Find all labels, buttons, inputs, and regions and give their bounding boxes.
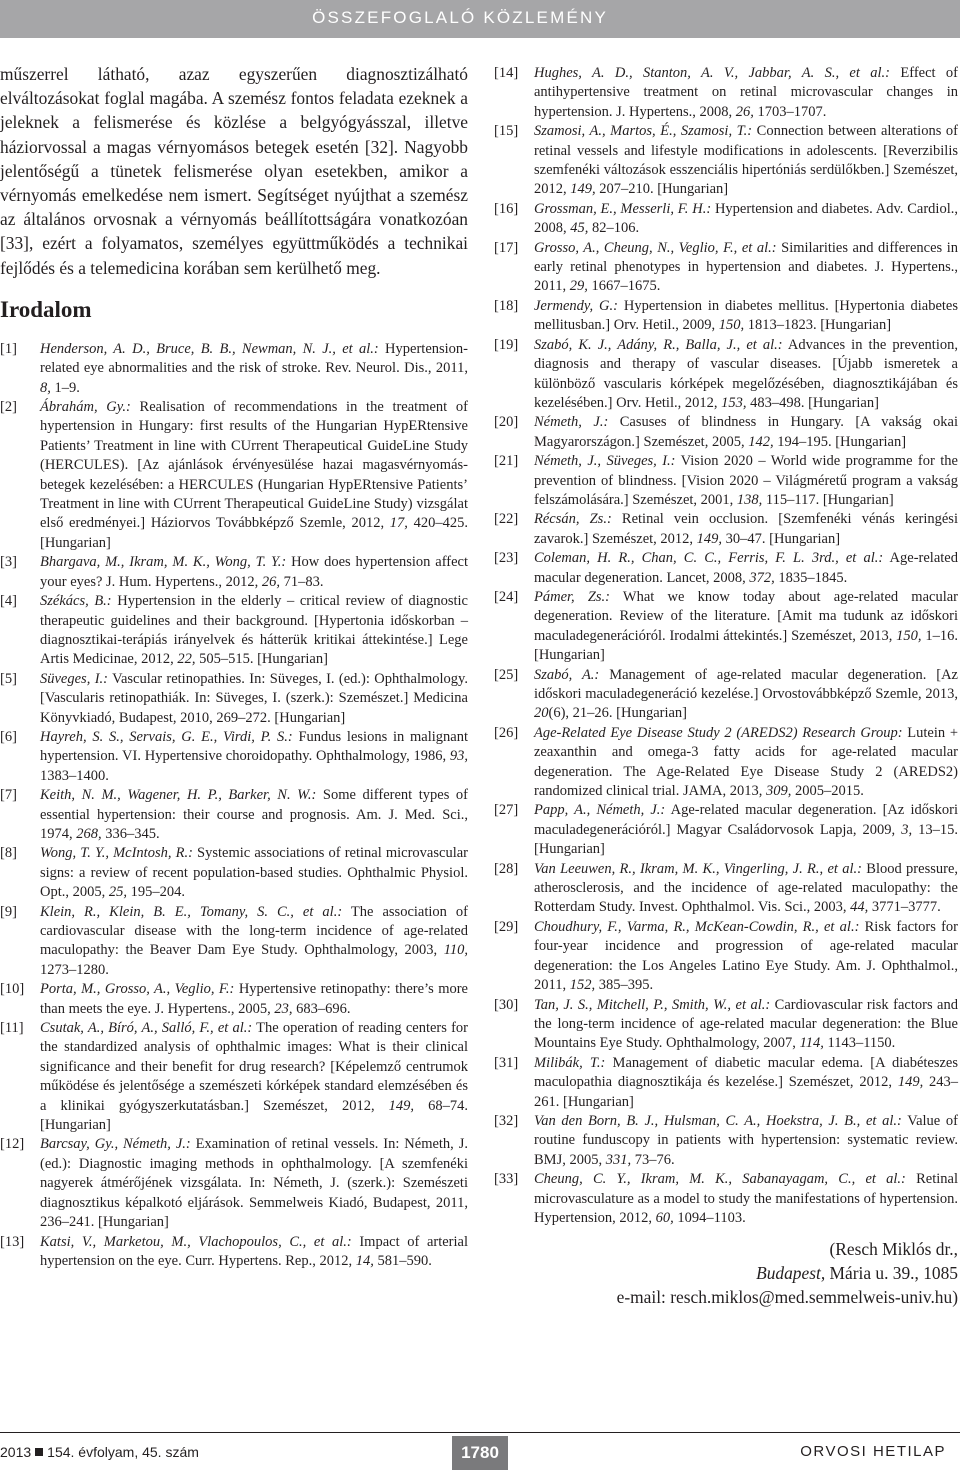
reference-text: [534, 1055, 958, 1110]
author-address: [494, 1237, 958, 1309]
reference-number: [33]: [494, 1171, 519, 1188]
reference-volume: 149,: [388, 1097, 415, 1114]
reference-body: Connection between alterations of retinal vessels and lifestyle modifications in adolescents. [Reverzibilis szemfenéki változások esszenciális hipertóniás serdülőkben.] Szemészet, 2012,: [534, 123, 959, 198]
reference-volume: 17,: [389, 515, 408, 532]
reference-text: [534, 550, 958, 585]
reference-text: [40, 399, 468, 551]
reference-body: What we know today about age-related macular degeneration. Review of the literature. [Amit ma tudunk az időskori maculadegenerációról. Irodalmi áttekintés.] Szemészet, 2013,: [534, 588, 958, 644]
reference-number: [8]: [0, 845, 17, 862]
reference-body: Hypertension-related eye abnormalities and the risk of stroke. Rev. Neurol. Dis., 2011,: [40, 340, 468, 377]
reference-authors: Keith, N. M., Wagener, H. P., Barker, N. W.:: [40, 787, 317, 804]
reference-body: Age-related macular degeneration. [Az időskori maculadegenerációról.] Magyar Családorvosok Lapja, 2009,: [534, 802, 958, 838]
reference-volume: 60,: [655, 1209, 674, 1226]
reference-body: Hypertension in diabetes mellitus. [Hypertonia diabetes mellitusban.] Orv. Hetil., 2009,: [534, 297, 958, 334]
reference-text: [40, 593, 468, 667]
reference-number: [29]: [494, 918, 519, 935]
reference-authors: Milibák, T.:: [534, 1054, 606, 1071]
reference-body: Examination of retinal vessels. In: Németh, J. (ed.): Diagnostic imaging methods in ophthalmology. [A szemfenéki nagyerek átmérőjének vizsgálata. In: Németh, J. (szerk.): Szemészeti diagnosztikus képalkotó eljárások. Semmelweis Kiadó, Budapest, 2011, 236–241. [Hungarian]: [40, 1136, 468, 1231]
reference-number: [25]: [494, 666, 519, 683]
reference-authors: Wong, T. Y., McIntosh, R.:: [40, 845, 193, 862]
reference-authors: Bhargava, M., Ikram, M. K., Wong, T. Y.:: [40, 554, 287, 571]
journal-name: ORVOSI HETILAP: [800, 1443, 946, 1460]
reference-text: [534, 1113, 958, 1168]
reference-pages: 2005–2015.: [791, 783, 864, 800]
reference-volume: 150,: [718, 317, 745, 334]
reference-item: [494, 452, 958, 510]
reference-authors: Klein, R., Klein, B. E., Tomany, S. C., et al.:: [40, 903, 343, 920]
reference-pages: 420–425. [Hungarian]: [40, 515, 468, 551]
reference-authors: Age-Related Eye Disease Study 2 (AREDS2) Research Group:: [534, 724, 903, 741]
reference-number: [32]: [494, 1112, 519, 1129]
reference-volume: 23,: [274, 1000, 293, 1017]
reference-item: [0, 398, 468, 553]
reference-authors: Székács, B.:: [40, 593, 112, 610]
reference-number: [6]: [0, 728, 17, 745]
reference-volume: 149,: [696, 530, 723, 547]
reference-pages: 1835–1845.: [774, 569, 848, 586]
reference-number: [28]: [494, 860, 519, 877]
reference-number: [22]: [494, 511, 519, 528]
reference-text: [534, 298, 958, 333]
reference-pages: 13–15. [Hungarian]: [534, 821, 959, 858]
reference-item: [0, 553, 468, 592]
reference-text: [40, 671, 468, 726]
reference-volume: 142,: [748, 433, 774, 450]
reference-body: Cardiovascular risk factors and the long-term incidence of age-related macular degeneration: the Blue Mountains Eye Study. Ophthalmology, 2007,: [534, 996, 958, 1052]
reference-authors: Németh, J., Süveges, I.:: [534, 453, 676, 470]
reference-body: Lutein + zeaxanthin and omega-3 fatty acids for age-related macular degeneration. The Age-Related Eye Disease Study 2 (AREDS2) randomized clinical trial. JAMA, 2013,: [534, 724, 959, 800]
reference-authors: Szabó, A.:: [534, 666, 600, 683]
reference-number: [2]: [0, 399, 17, 416]
reference-volume: 8,: [40, 379, 51, 396]
footer-issue: [0, 1444, 199, 1460]
reference-number: [19]: [494, 336, 519, 353]
reference-number: [4]: [0, 593, 17, 610]
reference-pages: 207–210. [Hungarian]: [595, 181, 729, 198]
reference-pages: 194–195. [Hungarian]: [773, 433, 907, 450]
reference-authors: Hayreh, S. S., Servais, G. E., Virdi, P. S.:: [40, 728, 293, 745]
header-band: [0, 0, 960, 38]
reference-number: [12]: [0, 1136, 25, 1153]
reference-body: Management of diabetic macular edema. [A diabéteszes maculopathia diagnosztikája és kezelése.] Szemészet, 2012,: [534, 1054, 958, 1091]
reference-pages: 1383–1400.: [40, 767, 109, 784]
right-column: [494, 64, 958, 1309]
reference-item: [494, 724, 958, 802]
reference-authors: Van den Born, B. J., Hulsman, C. A., Hoekstra, J. B., et al.:: [534, 1112, 902, 1129]
reference-volume: 309,: [765, 783, 792, 800]
reference-body: Hypertension and diabetes. Adv. Cardiol., 2008,: [534, 200, 958, 237]
reference-pages: 30–47. [Hungarian]: [722, 530, 841, 547]
reference-number: [18]: [494, 297, 519, 314]
reference-text: [534, 1171, 958, 1226]
reference-pages: 115–117. [Hungarian]: [762, 491, 894, 508]
body-paragraph: műszerrel látható, azaz egyszerűen diagnosztizálható elváltozásokat foglal magába. A szemész fontos feladata ezeknek a jeleknek a felismerése és közlése a belgyógyásszal, illetve háziorvossal a magas vérnyomásos betegek esetén [32]. Nagyobb jelentőségű a tünetek felismerése olyan esetekben, amikor a vérnyomás emelkedése nem ismert. Segítséget nyújthat a szemész az általános orvosnak a vérnyomás beállítottságára vonatkozóan [33], ezért a folyamatos, személyes együttműködés a technikai fejlődés és a telemedicina korában sem kerülhető meg.: [0, 64, 468, 278]
reference-body: Blood pressure, atherosclerosis, and the incidence of age-related maculopathy: the Rotterdam Study. Invest. Ophthalmol. Vis. Sci., 2003,: [534, 860, 959, 916]
reference-item: [494, 1054, 958, 1112]
reference-body: Some different types of essential hypertension: their course and prognosis. Am. J. Med. Sci., 1974,: [40, 787, 468, 842]
reference-item: [0, 903, 468, 981]
reference-text: [40, 1234, 468, 1269]
reference-item: [0, 1019, 468, 1135]
reference-body: Fundus lesions in malignant hypertension. VI. Hypertensive choroidopathy. Ophthalmology, 1986,: [40, 728, 468, 765]
reference-body: Hypertension in the elderly – critical review of diagnostic therapeutic guidelines and their background. [Hypertonia időskorban – diagnosztikai-terápiás irányelvek és hátterük kritikai áttekintése.] Lege Artis Medicinae, 2012,: [40, 593, 468, 668]
reference-number: [10]: [0, 981, 25, 998]
reference-body: Systemic associations of retinal microvascular signs: a review of recent population-based studies. Ophthalmic Physiol. Opt., 2005,: [40, 845, 468, 901]
reference-volume: 153,: [721, 394, 747, 411]
address-street: Mária u. 39., 1085: [825, 1263, 958, 1284]
reference-volume: 20: [534, 705, 549, 722]
reference-pages: 195–204.: [127, 884, 185, 901]
reference-number: [24]: [494, 588, 519, 605]
reference-number: [30]: [494, 996, 519, 1013]
reference-text: [40, 554, 468, 589]
reference-item: [494, 64, 958, 122]
reference-volume: 25,: [108, 884, 127, 901]
reference-list-right: [494, 64, 958, 1228]
reference-volume: 93,: [449, 748, 468, 765]
reference-text: [40, 1136, 468, 1230]
reference-item: [0, 1135, 468, 1232]
footer-year: 2013: [0, 1444, 32, 1460]
reference-number: [14]: [494, 65, 519, 81]
reference-body: Vision 2020 – World wide programme for the prevention of blindness. [Vision 2020 – Világméretű program a vakság felszámolására.] Szemészet, 2001,: [534, 453, 958, 508]
reference-authors: Hughes, A. D., Stanton, A. V., Jabbar, A. S., et al.:: [534, 65, 891, 81]
reference-text: [40, 845, 468, 900]
address-city: Budapest,: [756, 1263, 826, 1284]
reference-pages: 336–345.: [101, 825, 160, 842]
reference-volume: 26,: [735, 103, 754, 120]
reference-body: How does hypertension affect your eyes? J. Hum. Hypertens., 2012,: [40, 554, 468, 590]
reference-authors: Süveges, I.:: [40, 670, 108, 687]
reference-body: Realisation of recommendations in the treatment of hypertension in Hungary: first results of the Hungarian HypERtensive Patients’ Treatment in line with CUrrent Therapeutical GuideLine Study (HERCULES). [Az ajánlások érvényesülése hazai magasvérnyomás-betegek kezelésében: a HERCULES (Hungarian HypERtensive Patients’ Treatment in line with CUrrent Therapeutical GuideLine Study) vizsgálat első eredményei.] Háziorvos Továbbképző Szemle, 2012,: [40, 399, 468, 532]
reference-volume: 372,: [749, 569, 775, 586]
reference-pages: 1143–1150.: [823, 1035, 896, 1052]
reference-number: [31]: [494, 1054, 519, 1071]
reference-pages: 1667–1675.: [587, 278, 661, 295]
reference-text: [40, 341, 468, 396]
reference-body: Effect of antihypertensive treatment on retinal microvascular changes in hypertension. J. Hypertens., 2008,: [534, 65, 958, 120]
reference-text: [534, 861, 958, 916]
reference-volume: 110,: [443, 942, 468, 959]
reference-authors: Tan, J. S., Mitchell, P., Smith, W., et al.:: [534, 996, 771, 1013]
reference-number: [27]: [494, 802, 519, 819]
reference-item: [494, 122, 958, 200]
reference-volume: 331,: [605, 1151, 632, 1168]
reference-pages: 385–395.: [595, 977, 654, 994]
footer-rule: [0, 1432, 960, 1433]
reference-pages: 1273–1280.: [40, 961, 109, 978]
reference-text: [534, 725, 958, 799]
reference-authors: Szabó, K. J., Adány, R., Balla, J., et al.:: [534, 336, 783, 353]
reference-body: Age-related macular degeneration. Lancet, 2008,: [534, 550, 958, 586]
reference-text: [534, 201, 958, 236]
reference-authors: Szamosi, A., Martos, É., Szamosi, T.:: [534, 123, 753, 140]
reference-item: [494, 413, 958, 452]
reference-authors: Ábrahám, Gy.:: [40, 399, 131, 416]
reference-authors: Porta, M., Grosso, A., Veglio, F.:: [40, 981, 235, 998]
reference-number: [11]: [0, 1020, 24, 1037]
reference-number: [7]: [0, 787, 17, 804]
reference-volume: 14,: [355, 1252, 374, 1269]
reference-item: [0, 786, 468, 844]
reference-volume: 152,: [569, 977, 596, 994]
reference-body: Value of routine funduscopy in patients with hypertension: systematic review. BMJ, 2005,: [534, 1112, 958, 1168]
reference-authors: Barcsay, Gy., Németh, J.:: [40, 1136, 191, 1153]
reference-text: [534, 802, 958, 857]
left-column: [0, 62, 468, 1271]
reference-item: [0, 670, 468, 728]
reference-authors: Grosso, A., Cheung, N., Veglio, F., et al.:: [534, 239, 777, 256]
reference-body: Risk factors for four-year incidence and progression of age-related macular degeneration: the Los Angeles Latino Eye Study. Am. J. Ophthalmol., 2011,: [534, 918, 958, 994]
reference-authors: Jermendy, G.:: [534, 297, 618, 314]
reference-item: [494, 336, 958, 414]
reference-text: [40, 981, 468, 1016]
section-label: ÖSSZEFOGLALÓ KÖZLEMÉNY: [312, 8, 608, 27]
address-email[interactable]: e-mail: resch.miklos@med.semmelweis-univ.hu): [616, 1287, 958, 1308]
reference-volume: 3,: [901, 821, 913, 838]
reference-item: [0, 980, 468, 1019]
reference-body: The association of cardiovascular disease with the long-term incidence of age-related maculopathy: the Beaver Dam Eye Study. Ophthalmology, 2003,: [40, 903, 468, 959]
reference-item: [0, 844, 468, 902]
reference-body: Management of age-related macular degeneration. [Az időskori maculadegeneráció kezelése.] Orvostovábbképző Szemle, 2013,: [534, 666, 958, 702]
reference-number: [5]: [0, 670, 17, 687]
reference-body: Impact of arterial hypertension on the eye. Curr. Hypertens. Rep., 2012,: [40, 1233, 468, 1269]
reference-authors: Pámer, Zs.:: [534, 588, 611, 605]
reference-item: [0, 1233, 468, 1272]
reference-pages: 68–74. [Hungarian]: [40, 1097, 469, 1134]
reference-pages: 483–498. [Hungarian]: [746, 394, 879, 411]
reference-item: [494, 801, 958, 859]
reference-body: Advances in the prevention, diagnosis and therapy of vascular diseases. [Újabb ismeretek a különböző vascularis kórképek megelőzésében, diagnosztikájában és kezelésében.] Orv. Hetil., 2012,: [534, 336, 958, 411]
reference-text: [40, 787, 468, 842]
reference-item: [494, 1112, 958, 1170]
section-title: Irodalom: [0, 296, 92, 322]
reference-number: [1]: [0, 340, 17, 357]
reference-text: [534, 589, 958, 663]
reference-number: [20]: [494, 414, 519, 431]
reference-item: [494, 1170, 958, 1228]
reference-text: [534, 240, 958, 295]
address-name: (Resch Miklós dr.,: [829, 1239, 958, 1260]
reference-item: [0, 592, 468, 670]
reference-pages: 1813–1823. [Hungarian]: [744, 317, 892, 334]
reference-text: [534, 997, 958, 1052]
reference-text: [534, 65, 958, 120]
reference-body: The operation of reading centers for the standardized analysis of ophthalmic images: What is their clinical significance and their benefit for drug research? [Képelemző centrumok működése és jelentősége a szemészeti kórképek standard elemzésében és a klinikai gyógyszerkutatásban.] Szemészet, 2012,: [40, 1020, 468, 1114]
reference-volume: 44,: [850, 899, 869, 916]
reference-item: [494, 200, 958, 239]
reference-pages: 683–696.: [292, 1000, 351, 1017]
reference-authors: Papp, A., Németh, J.:: [534, 802, 666, 819]
reference-pages: 243–261. [Hungarian]: [534, 1074, 958, 1110]
reference-number: [21]: [494, 453, 519, 470]
reference-volume: 29,: [569, 278, 588, 295]
reference-item: [494, 510, 958, 549]
reference-volume: 268,: [76, 825, 102, 842]
reference-item: [494, 860, 958, 918]
reference-volume: 45,: [570, 220, 589, 237]
page-number: 1780: [452, 1436, 508, 1470]
reference-item: [494, 239, 958, 297]
reference-number: [26]: [494, 724, 519, 741]
reference-authors: Németh, J.:: [534, 414, 609, 431]
reference-pages: 73–76.: [631, 1151, 675, 1168]
reference-text: [40, 904, 468, 978]
reference-item: [494, 297, 958, 336]
reference-authors: Récsán, Zs.:: [534, 511, 612, 528]
reference-number: [17]: [494, 239, 519, 256]
address-line: [494, 1261, 958, 1285]
reference-number: [13]: [0, 1233, 25, 1250]
reference-item: [494, 666, 958, 724]
reference-pages: 1–16. [Hungarian]: [534, 627, 958, 664]
reference-item: [0, 340, 468, 398]
reference-text: [534, 919, 958, 993]
reference-authors: Cheung, C. Y., Ikram, M. K., Sabanayagam, C., et al.:: [534, 1171, 906, 1188]
reference-number: [15]: [494, 123, 519, 140]
reference-pages: (6), 21–26. [Hungarian]: [548, 705, 688, 722]
reference-authors: Choudhury, F., Varma, R., McKean-Cowdin, R., et al.:: [534, 918, 860, 935]
reference-volume: 22,: [177, 651, 196, 668]
reference-number: [16]: [494, 200, 519, 217]
reference-pages: 1094–1103.: [673, 1209, 746, 1226]
reference-item: [0, 728, 468, 786]
reference-item: [494, 588, 958, 666]
reference-number: [3]: [0, 554, 17, 571]
reference-text: [534, 123, 958, 197]
reference-text: [534, 511, 958, 546]
footer-issue-text: 154. évfolyam, 45. szám: [47, 1444, 199, 1460]
square-bullet-icon: [35, 1448, 43, 1456]
reference-text: [534, 414, 958, 449]
reference-volume: 150,: [896, 627, 922, 644]
reference-body: Hypertensive retinopathy: there’s more than meets the eye. J. Hypertens., 2005,: [40, 981, 468, 1017]
reference-list-left: [0, 340, 468, 1272]
reference-volume: 138,: [736, 491, 763, 508]
reference-authors: Van Leeuwen, R., Ikram, M. K., Vingerling, J. R., et al.:: [534, 860, 862, 877]
reference-body: Casuses of blindness in Hungary. [A vakság okai Magyarországon.] Szemészet, 2005,: [534, 414, 958, 450]
reference-text: [534, 337, 958, 411]
reference-body: Retinal microvasculature as a model to study the manifestations of hypertension. Hypertension, 2012,: [534, 1171, 958, 1226]
reference-pages: 505–515. [Hungarian]: [195, 651, 328, 668]
reference-text: [40, 729, 468, 784]
reference-volume: 114,: [799, 1035, 824, 1052]
reference-authors: Katsi, V., Marketou, M., Vlachopoulos, C., et al.:: [40, 1233, 352, 1250]
reference-volume: 149,: [897, 1074, 924, 1091]
reference-body: Vascular retinopathies. In: Süveges, I. (ed.): Ophthalmology. [Vascularis retinopathiák. In: Süveges, I. (szerk.): Szemészet.] Medicina Könyvkiadó, Budapest, 2010, 269–272. [Hungarian]: [40, 670, 468, 726]
reference-text: [40, 1020, 468, 1133]
reference-item: [494, 549, 958, 588]
reference-pages: 3771–3777.: [868, 899, 941, 916]
reference-pages: 1–9.: [50, 379, 80, 396]
reference-authors: Coleman, H. R., Chan, C. C., Ferris, F. L. 3rd., et al.:: [534, 550, 884, 567]
reference-pages: 1703–1707.: [753, 103, 827, 120]
reference-text: [534, 667, 958, 722]
reference-text: [534, 453, 958, 508]
reference-pages: 71–83.: [280, 573, 324, 590]
reference-volume: 149,: [570, 181, 596, 198]
reference-item: [494, 918, 958, 996]
reference-body: Retinal vein occlusion. [Szemfenéki vénás keringési zavarok.] Szemészet, 2012,: [534, 511, 958, 547]
reference-volume: 26,: [261, 573, 281, 590]
reference-body: Similarities and differences in early retinal phenotypes in hypertension and diabetes. J. Hypertens., 2011,: [534, 239, 958, 295]
reference-pages: 581–590.: [373, 1252, 432, 1269]
reference-authors: Csutak, A., Bíró, A., Salló, F., et al.:: [40, 1020, 253, 1037]
reference-number: [9]: [0, 903, 17, 920]
reference-item: [494, 996, 958, 1054]
reference-pages: 82–106.: [588, 220, 640, 237]
reference-authors: Grossman, E., Messerli, F. H.:: [534, 200, 712, 217]
reference-authors: Henderson, A. D., Bruce, B. B., Newman, N. J., et al.:: [40, 340, 379, 357]
reference-number: [23]: [494, 550, 519, 567]
